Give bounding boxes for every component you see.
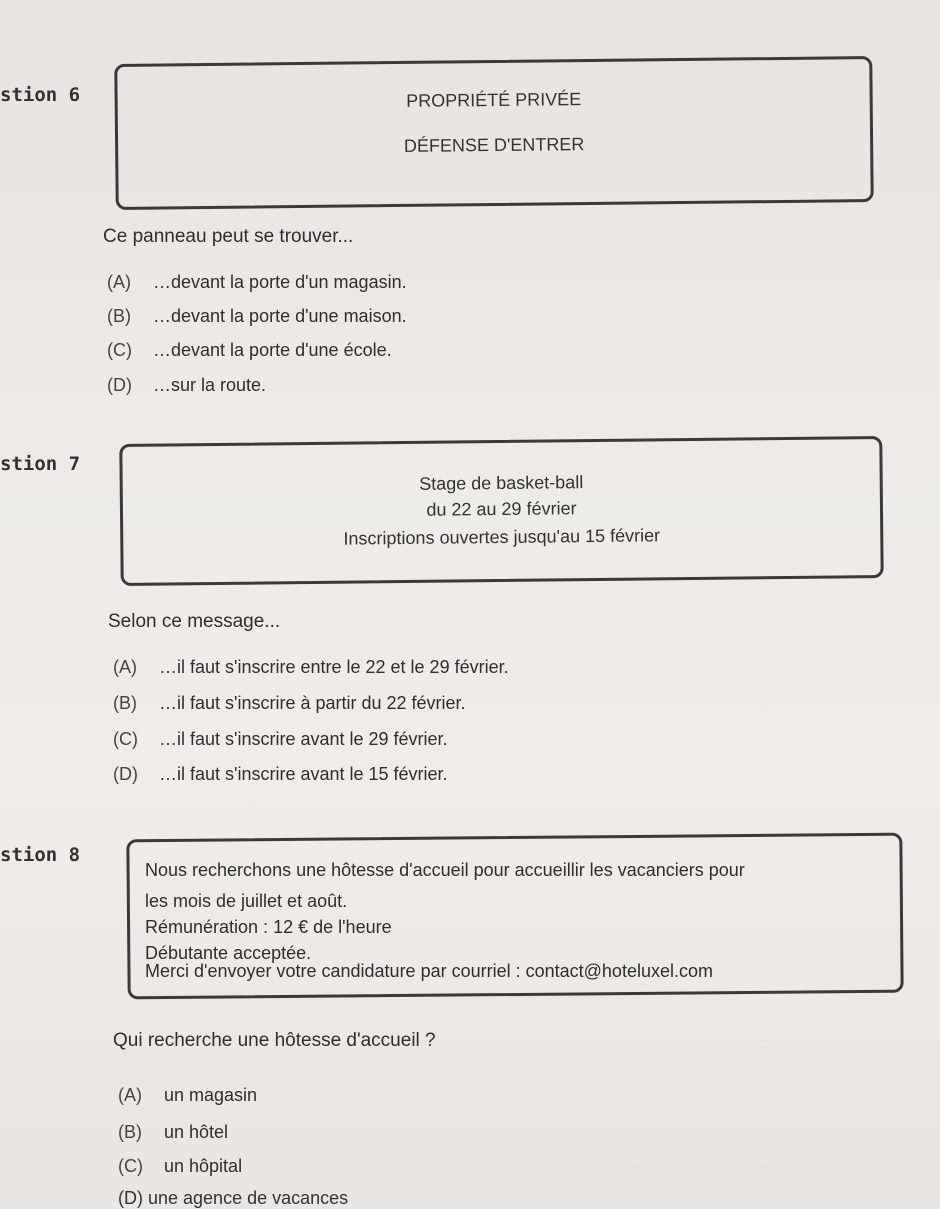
message-line-3: Inscriptions ouvertes jusqu'au 15 février [343,525,661,549]
message-line-2: du 22 au 29 février [426,498,577,520]
q8-option-c[interactable]: (C) un hôpital [118,1156,243,1176]
q6-option-b[interactable]: (B) …devant la porte d'une maison. [107,306,407,326]
ad-line-2: les mois de juillet et août. [145,891,348,911]
question-7-prompt: Selon ce message... [108,611,281,632]
sign-line-1: PROPRIÉTÉ PRIVÉE [406,89,582,111]
ad-line-3: Rémunération : 12 € de l'heure [145,917,392,937]
q7-option-d[interactable]: (D) …il faut s'inscrire avant le 15 février. [113,764,448,784]
ad-line-4: Débutante acceptée. [145,943,312,963]
q6-option-a[interactable]: (A) …devant la porte d'un magasin. [107,272,407,292]
question-8-label: stion 8 [0,844,81,866]
q8-option-d-cut[interactable]: (D) une agence de vacances [118,1188,349,1208]
q8-option-a[interactable]: (A) un magasin [118,1085,258,1105]
q7-option-a[interactable]: (A) …il faut s'inscrire entre le 22 et le 29 février. [113,657,509,677]
question-6-prompt: Ce panneau peut se trouver... [103,226,354,247]
question-6-label: stion 6 [0,84,81,106]
message-box-q7 [119,436,883,586]
question-7-label: stion 7 [0,453,81,475]
question-8-prompt: Qui recherche une hôtesse d'accueil ? [113,1030,436,1051]
sign-box-q6 [114,56,873,210]
q7-option-b[interactable]: (B) …il faut s'inscrire à partir du 22 février. [113,693,466,713]
sign-line-2: DÉFENSE D'ENTRER [403,134,585,156]
ad-line-5: Merci d'envoyer votre candidature par courriel : contact@hoteluxel.com [145,961,713,981]
q6-option-d[interactable]: (D) …sur la route. [107,375,267,395]
ad-line-1: Nous recherchons une hôtesse d'accueil pour accueillir les vacanciers pour [145,860,745,880]
q8-option-b[interactable]: (B) un hôtel [118,1122,229,1142]
message-line-1: Stage de basket-ball [419,472,584,494]
q7-option-c[interactable]: (C) …il faut s'inscrire avant le 29 février. [113,729,448,749]
q6-option-c[interactable]: (C) …devant la porte d'une école. [107,340,392,360]
